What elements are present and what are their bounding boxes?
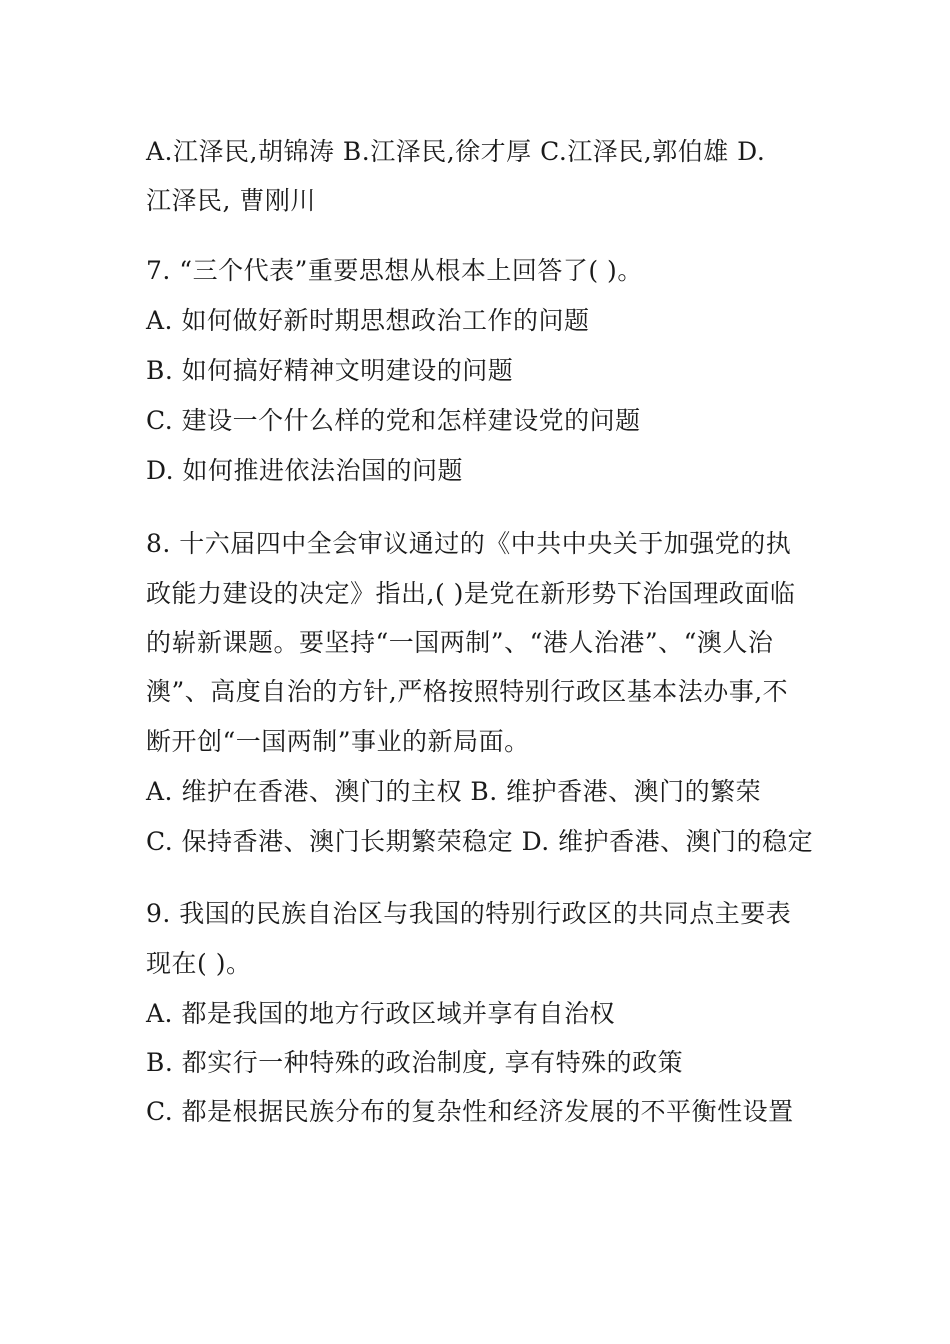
q8-question-line-1: 8. 十六届四中全会审议通过的《中共中央关于加强党的执 <box>146 529 792 558</box>
q8-question-line-3: 的崭新课题。要坚持“一国两制”、“港人治港”、“澳人治 <box>146 628 774 657</box>
q9-option-b: B. 都实行一种特殊的政治制度, 享有特殊的政策 <box>146 1048 684 1077</box>
q7-option-c: C. 建设一个什么样的党和怎样建设党的问题 <box>146 406 641 435</box>
q8-question-line-2: 政能力建设的决定》指出,( )是党在新形势下治国理政面临 <box>146 579 796 608</box>
q9-option-a: A. 都是我国的地方行政区域并享有自治权 <box>146 999 615 1028</box>
q8-options-ab: A. 维护在香港、澳门的主权 B. 维护香港、澳门的繁荣 <box>146 777 762 806</box>
q9-question-line-2: 现在( )。 <box>146 949 252 978</box>
q9-question-line-1: 9. 我国的民族自治区与我国的特别行政区的共同点主要表 <box>146 899 792 928</box>
q8-question-line-5: 断开创“一国两制”事业的新局面。 <box>146 727 530 756</box>
q7-question: 7. “三个代表”重要思想从根本上回答了( )。 <box>146 256 643 285</box>
q8-options-cd: C. 保持香港、澳门长期繁荣稳定 D. 维护香港、澳门的稳定 <box>146 827 814 856</box>
q7-option-a: A. 如何做好新时期思想政治工作的问题 <box>146 306 590 335</box>
q6-options-line-1: A.江泽民,胡锦涛 B.江泽民,徐才厚 C.江泽民,郭伯雄 D. <box>146 137 766 166</box>
q8-question-line-4: 澳”、高度自治的方针,严格按照特别行政区基本法办事,不 <box>146 677 789 706</box>
q7-option-b: B. 如何搞好精神文明建设的问题 <box>146 356 514 385</box>
q7-option-d: D. 如何推进依法治国的问题 <box>146 456 464 485</box>
q9-option-c: C. 都是根据民族分布的复杂性和经济发展的不平衡性设置 <box>146 1097 794 1126</box>
q6-options-line-2: 江泽民, 曹刚川 <box>146 186 316 215</box>
